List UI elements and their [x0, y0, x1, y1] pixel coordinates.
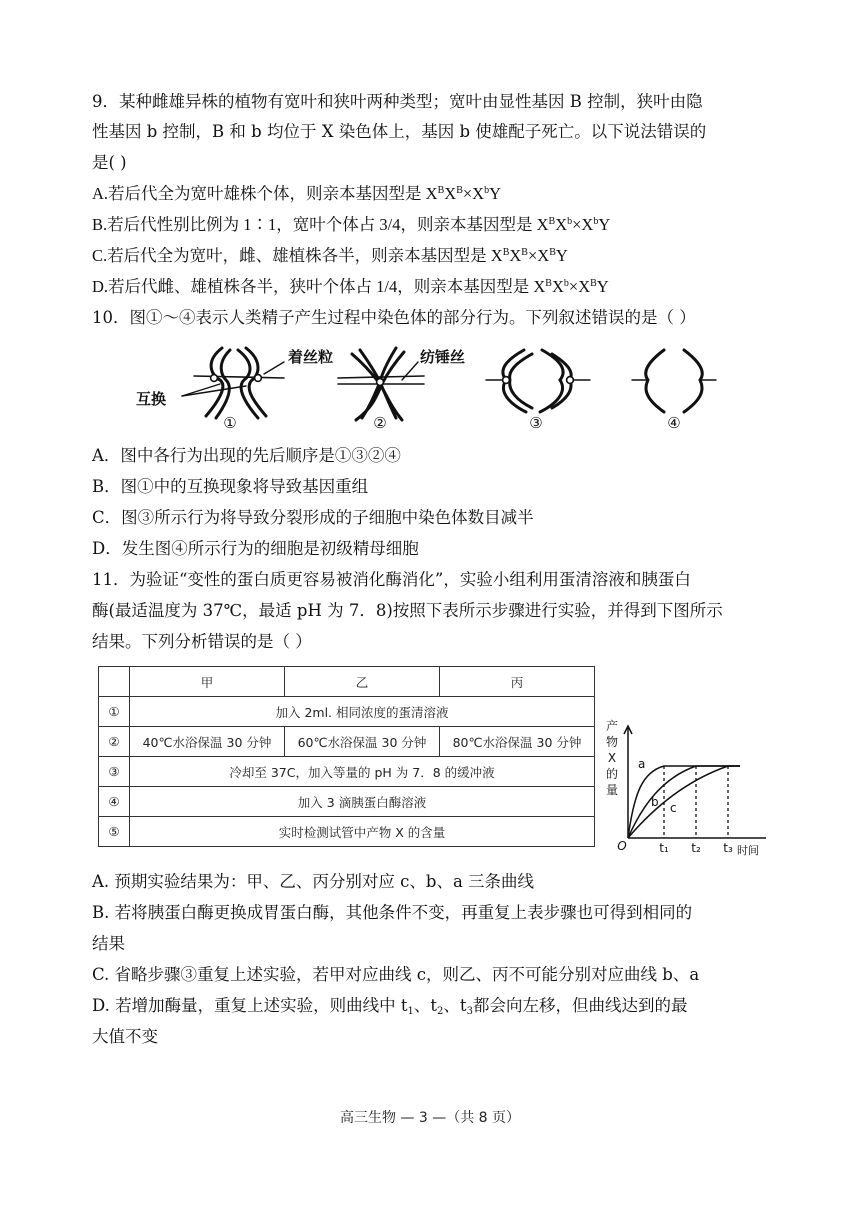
curve-c: [628, 766, 740, 838]
q10-option-b: B．图①中的互换现象将导致基因重组: [92, 477, 369, 496]
step-number: ③: [99, 757, 130, 787]
q9-option-b: B.若后代性别比例为 1∶1，宽叶个体占 3/4，则亲本基因型是 $X^BX^b\times X^bY$: [92, 215, 611, 234]
step-text: 加入 3 滴胰蛋白酶溶液: [130, 787, 595, 817]
step-text: 冷却至 37C，加入等量的 pH 为 7．8 的缓冲液: [130, 757, 595, 787]
q9-option-d: D.若后代雌、雄植株各半，狭叶个体占 1/4，则亲本基因型是 $X^BX^b\times X^BY$: [92, 277, 609, 296]
graph-y-label: [606, 718, 618, 797]
q11-stem-line2: 酶(最适温度为 37℃，最适 pH 为 7．8)按照下表所示步骤进行实验，并得到下图所示: [92, 601, 723, 620]
step-number: ①: [99, 697, 130, 727]
q10-option-a: A．图中各行为出现的先后顺序是①③②④: [92, 446, 401, 465]
q9-stem-line2: 性基因 b 控制，B 和 b 均位于 X 染色体上，基因 b 使雄配子死亡。以下说法错误的: [92, 122, 707, 141]
q11-option-c: C. 省略步骤③重复上述实验，若甲对应曲线 c，则乙、丙不可能分别对应曲线 b、a: [92, 965, 700, 984]
graph-origin: O: [617, 839, 627, 853]
svg-text:量: 量: [605, 783, 619, 797]
x-axis-label: 时间: [737, 844, 759, 857]
q11-option-b-line1: B. 若将胰蛋白酶更换成胃蛋白酶，其他条件不变，再重复上表步骤也可得到相同的: [92, 903, 693, 922]
step-text: 加入 2ml. 相同浓度的蛋清溶液: [130, 697, 595, 727]
curve-b-label: b: [651, 795, 659, 809]
step-number: ②: [99, 727, 130, 757]
table-header-row: [99, 667, 595, 697]
step-cell: 60℃水浴保温 30 分钟: [285, 727, 440, 757]
tick-t2: t₂: [691, 841, 701, 855]
curve-c-label: c: [670, 801, 677, 815]
label-centromere: 着丝粒: [288, 348, 334, 366]
q11-stem-line1: 11．为验证“变性的蛋白质更容易被消化酶消化”，实验小组利用蛋清溶液和胰蛋白: [92, 570, 691, 589]
label-figure-2: ②: [373, 414, 387, 432]
tick-t1: t₁: [659, 841, 669, 855]
q9-stem-line1: 9．某种雌雄异株的植物有宽叶和狭叶两种类型；宽叶由显性基因 B 控制，狭叶由隐: [92, 92, 703, 111]
q11-option-a: A. 预期实验结果为：甲、乙、丙分别对应 c、b、a 三条曲线: [92, 872, 535, 891]
table-row: [99, 817, 595, 847]
table-row: [99, 787, 595, 817]
q10-option-d: D．发生图④所示行为的细胞是初级精母细胞: [92, 539, 419, 558]
experiment-steps-table: [98, 666, 595, 847]
table-row: [99, 727, 595, 757]
table-header-bing: 丙: [440, 667, 595, 697]
label-figure-3: ③: [529, 414, 543, 432]
tick-t3: t₃: [723, 841, 733, 855]
svg-text:X: X: [607, 751, 617, 765]
step-text: 实时检测试管中产物 X 的含量: [130, 817, 595, 847]
figure-2-metaphase: [338, 348, 424, 420]
q9-option-a: A.若后代全为宽叶雄株个体，则亲本基因型是 $X^BX^B\times X^bY$: [92, 184, 502, 203]
q10-option-c: C．图③所示行为将导致分裂形成的子细胞中染色体数目减半: [92, 508, 534, 527]
curve-b: [628, 766, 740, 838]
table-header-yi: 乙: [285, 667, 440, 697]
figure-4-anaphase-ii: [632, 350, 716, 412]
q11-stem-line3: 结果。下列分析错误的是（ ）: [92, 632, 312, 651]
q9-option-c: C.若后代全为宽叶，雌、雄植株各半，则亲本基因型是 $X^BX^B\times X^BY$: [92, 246, 568, 265]
svg-text:的: 的: [605, 767, 619, 781]
svg-text:产: 产: [605, 719, 619, 733]
step-number: ⑤: [99, 817, 130, 847]
table-row: [99, 757, 595, 787]
table-header-jia: 甲: [130, 667, 285, 697]
label-figure-4: ④: [667, 414, 681, 432]
label-spindle: 纺锤丝: [420, 348, 466, 366]
figure-1-crossing-over: [182, 348, 284, 418]
step-cell: 40℃水浴保温 30 分钟: [130, 727, 285, 757]
table-row: [99, 697, 595, 727]
q9-stem-line3: 是( ): [92, 153, 127, 172]
figure-3-anaphase-i: [486, 350, 590, 412]
curve-a-label: a: [638, 757, 646, 771]
q10-stem: 10．图①～④表示人类精子产生过程中染色体的部分行为。下列叙述错误的是（ ）: [92, 308, 696, 327]
step-cell: 80℃水浴保温 30 分钟: [440, 727, 595, 757]
q11-option-d-line1: D. 若增加酶量，重复上述实验，则曲线中 $t_1$、$t_2$、$t_3$都会向左移，但曲线达到的最: [92, 996, 688, 1017]
svg-text:物: 物: [605, 735, 619, 749]
page-footer: 高三生物 — 3 —（共 8 页）: [339, 1110, 521, 1126]
product-x-graph: [598, 716, 770, 862]
step-number: ④: [99, 787, 130, 817]
label-figure-1: ①: [223, 414, 237, 432]
curve-a: [628, 766, 740, 838]
graph-axes: [624, 726, 766, 838]
chromosome-behavior-figure: [134, 340, 750, 432]
q11-option-d-line2: 大值不变: [92, 1027, 158, 1046]
q11-option-b-line2: 结果: [92, 934, 125, 953]
label-exchange: 互换: [136, 390, 167, 408]
table-corner-cell: [99, 667, 130, 697]
